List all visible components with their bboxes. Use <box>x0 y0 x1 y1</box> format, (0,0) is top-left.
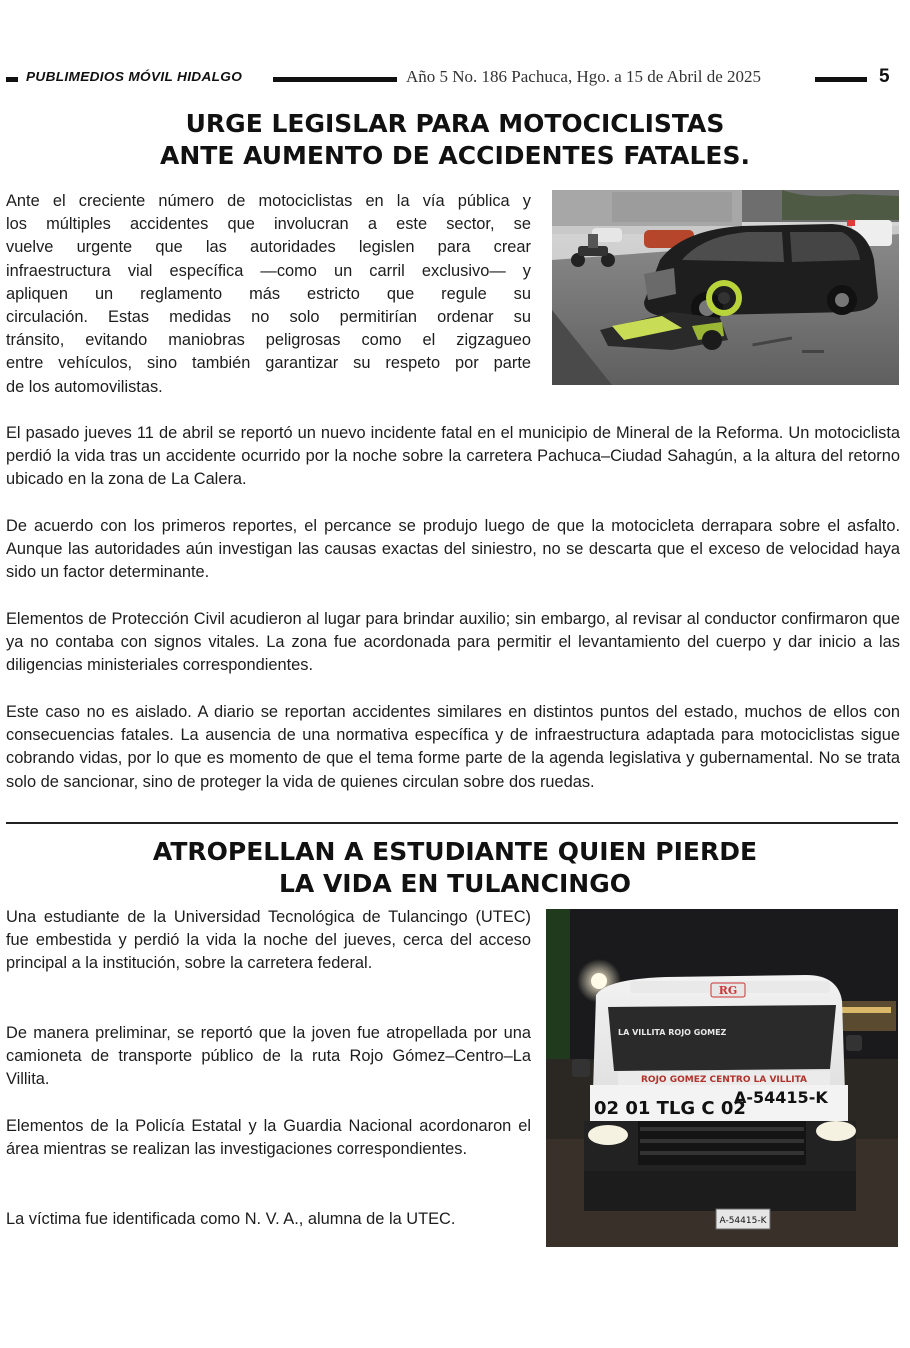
article1-intro <box>6 190 531 399</box>
article1-intro-line: Ante el creciente número de motociclistas en la vía pública y <box>6 192 531 210</box>
van-route-sign: ROJO GOMEZ CENTRO LA VILLITA <box>640 1075 808 1085</box>
article1-paragraph-3: De acuerdo con los primeros reportes, el percance se produjo luego de que la motocicleta derrapara sobre el asfalto. Aunque las autoridades aún investigan las causas exactas del siniestro, no se descarta que el exceso de velocidad haya sido un factor determinante. <box>6 517 900 582</box>
van-icon <box>572 975 862 1229</box>
page-number: 5 <box>879 66 890 87</box>
van-route-code: 02 01 TLG C 02 <box>594 1098 746 1119</box>
article1-intro-line: circulación. Estas medidas no solo permitirían ordenar su <box>6 308 531 327</box>
van-front-plate: A-54415-K <box>719 1216 767 1226</box>
article1-headline-line2: ANTE AUMENTO DE ACCIDENTES FATALES. <box>160 141 750 170</box>
article1-intro-line: de los automovilistas. <box>6 377 163 396</box>
article1-paragraph-5: Este caso no es aislado. A diario se reportan accidentes similares en distintos puntos del estado, muchos de ellos con consecuencias fatales. La ausencia de una normativa específica y de infraestructura adaptada para motociclistas sigue cobrando vidas, por lo que es momento de que el tema forme parte de la agenda legislativa y gubernamental. No se trata solo de sancionar, sino de proteger la vida de quienes circulan sobre dos ruedas. <box>6 703 900 791</box>
van-accident-photo <box>546 909 898 1247</box>
article1-intro-line: vuelve urgente que las autoridades legislen para crear <box>6 238 531 257</box>
motorcycle-accident-illustration <box>552 190 899 385</box>
article2-paragraph-2: De manera preliminar, se reportó que la joven fue atropellada por una camioneta de transporte público de la ruta Rojo Gómez–Centro–La Villita. <box>6 1024 531 1089</box>
van-accident-illustration <box>546 909 898 1247</box>
article1-intro-line: infraestructura vial específica —como un carril exclusivo— y <box>6 261 531 280</box>
van-plate-number: A-54415-K <box>734 1088 828 1107</box>
page-header <box>0 64 910 98</box>
article1-intro-line: tránsito, evitando maniobras peligrosas como el zigzagueo <box>6 331 531 350</box>
article2-headline <box>0 836 910 900</box>
header-rule-left <box>6 77 18 82</box>
article2-paragraph-4: La víctima fue identificada como N. V. A., alumna de la UTEC. <box>6 1210 456 1228</box>
van-windshield-text: LA VILLITA ROJO GOMEZ <box>618 1028 727 1037</box>
article1-paragraph-4: Elementos de Protección Civil acudieron al lugar para brindar auxilio; sin embargo, al revisar al conductor confirmaron que ya no contaba con signos vitales. La zona fue acordonada para permitir el levantamiento del cuerpo y dar inicio a las diligencias ministeriales correspondientes. <box>6 610 900 675</box>
article2-headline-line2: LA VIDA EN TULANCINGO <box>278 869 632 898</box>
article2-paragraph-1: Una estudiante de la Universidad Tecnológica de Tulancingo (UTEC) fue embestida y perdió la vida la noche del jueves, cerca del acceso principal a la institución, sobre la carretera federal. <box>6 908 531 973</box>
article2-headline-line1: ATROPELLAN A ESTUDIANTE QUIEN PIERDE <box>152 837 758 866</box>
article2-paragraph-3: Elementos de la Policía Estatal y la Guardia Nacional acordonaron el área mientras se realizan las investigaciones correspondientes. <box>6 1117 531 1159</box>
issue-date: Año 5 No. 186 Pachuca, Hgo. a 15 de Abril de 2025 <box>406 67 762 86</box>
article1-paragraph-2: El pasado jueves 11 de abril se reportó un nuevo incidente fatal en el municipio de Mineral de la Reforma. Un motociclista perdió la vida tras un accidente ocurrido por la noche sobre la carretera Pachuca–Ciudad Sahagún, a la altura del retorno ubicado en la zona de La Calera. <box>6 424 900 489</box>
header-rule-right <box>815 77 867 82</box>
motorcycle-accident-photo <box>552 190 899 385</box>
publication-name: PUBLIMEDIOS MÓVIL HIDALGO <box>26 69 243 84</box>
van-logo: RG <box>718 984 738 997</box>
header-rule-middle <box>273 77 397 82</box>
article1-intro-line: entre vehículos, sino también garantizar su respeto por parte <box>6 354 531 373</box>
article1-intro-line: apliquen un reglamento más estricto que regule su <box>6 284 531 303</box>
article1-headline-line1: URGE LEGISLAR PARA MOTOCICLISTAS <box>185 109 725 138</box>
section-divider <box>6 822 898 824</box>
article1-headline <box>0 108 910 172</box>
article1-intro-line: los múltiples accidentes que involucran a este sector, se <box>6 215 531 234</box>
